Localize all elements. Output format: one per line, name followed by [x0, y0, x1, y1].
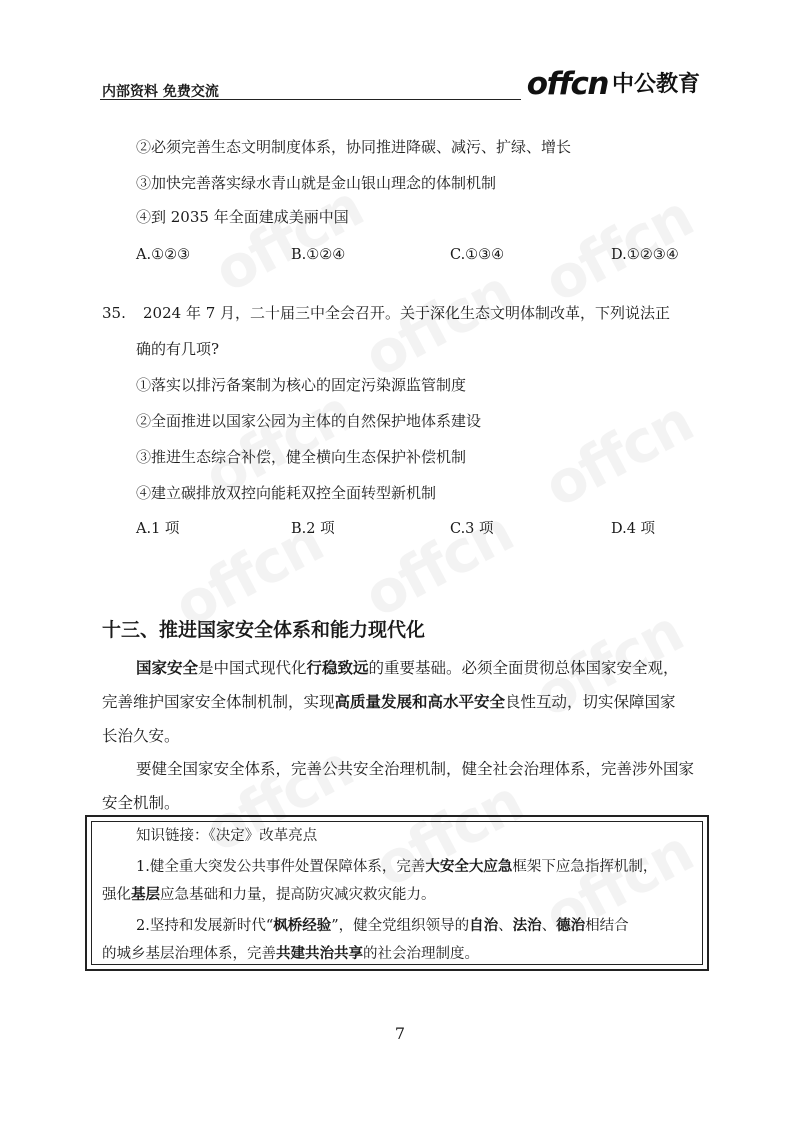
bold-text: 国家安全 — [136, 658, 199, 677]
section-para2-line2: 安全机制。 — [102, 794, 180, 812]
section-para1-line2 — [102, 691, 676, 713]
box-text: ”，健全党组织领导的 — [331, 918, 470, 934]
box-text: 1.健全重大突发公共事件处置保障体系，完善 — [136, 859, 426, 875]
page-number: 7 — [394, 1024, 406, 1043]
q34-option-b: B.①②④ — [291, 247, 346, 263]
para-text: 良性互动，切实保障国家 — [505, 693, 676, 711]
bold-text: 高质量发展和高水平安全 — [334, 692, 506, 711]
watermark — [353, 497, 523, 630]
box-bold-text: 基层 — [131, 886, 160, 903]
q34-option-c: C.①③④ — [450, 247, 505, 263]
section-para2-line1: 要健全国家安全体系，完善公共安全治理机制，健全社会治理体系，完善涉外国家 — [136, 760, 695, 778]
q35-item-3: ③推进生态综合补偿，健全横向生态保护补偿机制 — [136, 448, 467, 466]
knowledge-box-item2-line1 — [136, 916, 629, 936]
q35-option-a: A.1 项 — [136, 521, 180, 537]
q34-item-4: ④到 2035 年全面建成美丽中国 — [136, 208, 349, 226]
q34-item-2: ②必须完善生态文明制度体系，协同推进降碳、减污、扩绿、增长 — [136, 138, 572, 156]
box-bold-text: 自治 — [469, 917, 499, 934]
box-text: 2.坚持和发展新时代“ — [136, 918, 274, 934]
para-text: 是中国式现代化 — [198, 659, 307, 677]
box-bold-text: 大安全大应急 — [425, 858, 513, 875]
box-bold-text: 共建共治共享 — [276, 945, 363, 962]
q35-option-d: D.4 项 — [611, 521, 656, 537]
box-text: 强化 — [102, 887, 131, 903]
q35-item-1: ①落实以排污备案制为核心的固定污染源监管制度 — [136, 376, 467, 394]
knowledge-box-item1-line2 — [102, 885, 436, 905]
box-text: 、 — [498, 918, 513, 934]
q34-option-d: D.①②③④ — [611, 247, 679, 263]
box-bold-text: 法治 — [512, 917, 542, 934]
logo-cn-text: 中公教育 — [611, 72, 700, 97]
watermark — [533, 387, 703, 520]
knowledge-box-title: 知识链接：《决定》改革亮点 — [136, 828, 318, 844]
logo-brand-text: offcn — [526, 66, 608, 102]
section-title: 十三、推进国家安全体系和能力现代化 — [102, 619, 426, 641]
bold-text: 行稳致远 — [306, 658, 369, 677]
box-bold-text: 枫桥经验 — [273, 917, 332, 934]
q35-stem-line1: 2024 年 7 月，二十届三中全会召开。关于深化生态文明体制改革，下列说法正 — [143, 304, 671, 322]
q35-option-c: C.3 项 — [450, 521, 494, 537]
box-text: 的城乡基层治理体系，完善 — [102, 946, 276, 962]
section-para1-line1 — [136, 657, 679, 679]
header-label: 内部资料 免费交流 — [102, 84, 219, 100]
q35-item-4: ④建立碳排放双控向能耗双控全面转型新机制 — [136, 484, 437, 502]
knowledge-box-item2-line2 — [102, 944, 479, 964]
q34-item-3: ③加快完善落实绿水青山就是金山银山理念的体制机制 — [136, 174, 497, 192]
box-text: 应急基础和力量，提高防灾减灾救灾能力。 — [160, 887, 436, 903]
box-text: 相结合 — [585, 918, 629, 934]
q35-number: 35. — [102, 304, 126, 322]
box-text: 的社会治理制度。 — [363, 946, 479, 962]
q35-stem-line2: 确的有几项? — [136, 340, 220, 358]
q35-item-2: ②全面推进以国家公园为主体的自然保护地体系建设 — [136, 412, 482, 430]
box-text: 框架下应急指挥机制， — [512, 859, 658, 875]
knowledge-box-item1-line1 — [136, 857, 657, 877]
para-text: 完善维护国家安全体制机制，实现 — [102, 693, 335, 711]
section-para1-line3: 长治久安。 — [102, 727, 180, 745]
q34-option-a: A.①②③ — [136, 247, 191, 263]
box-text: 、 — [541, 918, 557, 934]
brand-logo — [521, 62, 700, 102]
q35-option-b: B.2 项 — [291, 521, 335, 537]
box-bold-text: 德治 — [556, 917, 586, 934]
para-text: 的重要基础。必须全面贯彻总体国家安全观， — [368, 659, 679, 677]
watermark — [353, 257, 523, 390]
